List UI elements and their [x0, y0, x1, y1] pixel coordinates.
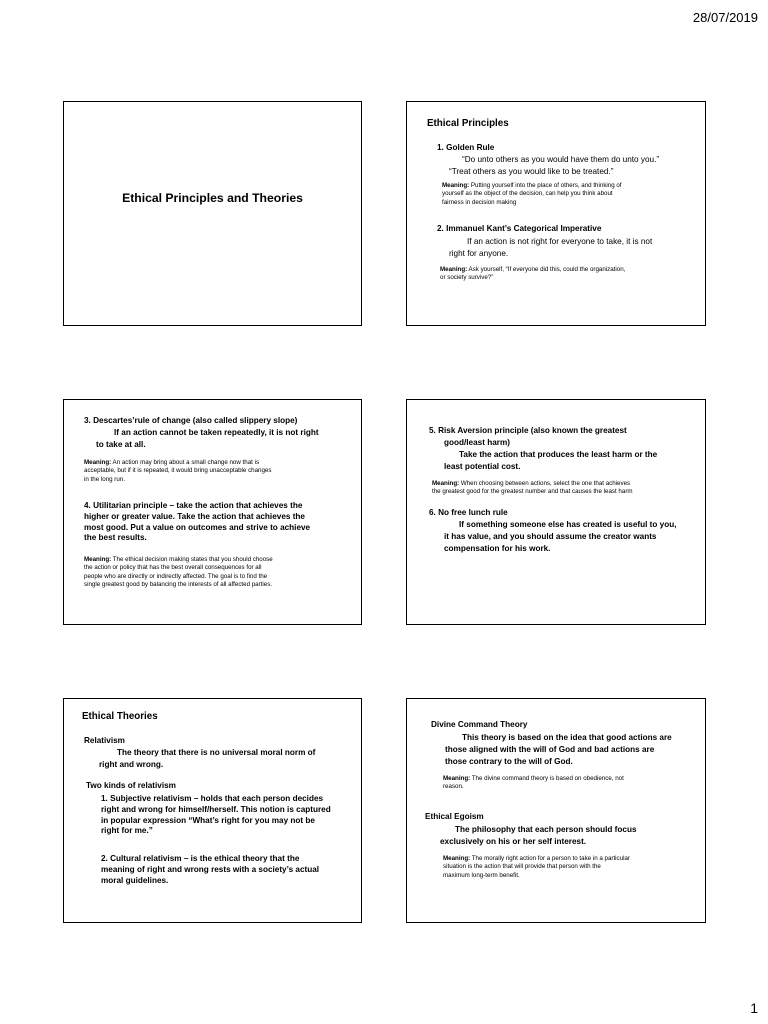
descartes-title: 3. Descartes’rule of change (also called slippery slope) — [84, 416, 298, 425]
relativism-title: Relativism — [84, 736, 125, 745]
relativism-line-2: right and wrong. — [99, 760, 164, 769]
risk-aversion-meaning: Meaning: When choosing between actions, select the one that achieves the greatest good for the greatest number and that causes the least harm — [432, 480, 633, 496]
page-date: 28/07/2019 — [692, 10, 758, 25]
golden-rule-quote-1: “Do unto others as you would have them do unto you.” — [462, 155, 660, 164]
slide-ethical-principles — [406, 101, 706, 326]
risk-aversion-line-3: Take the action that produces the least harm or the — [459, 450, 658, 459]
golden-rule-quote-2: “Treat others as you would like to be treated.” — [449, 167, 614, 176]
kant-meaning: Meaning: Ask yourself, “If everyone did this, could the organization, or society survive?” — [440, 266, 626, 282]
subjective-relativism: 1. Subjective relativism – holds that each person decides right and wrong for himself/herself. This notion is captured in popular expression “What’s right for you may not be right for me.” — [101, 794, 331, 836]
slide-divine-egoism — [406, 698, 706, 923]
slide-principles-3-4 — [63, 399, 362, 625]
utilitarian-meaning: Meaning: The ethical decision making states that you should choose the action or policy that has the best overall consequences for all people who are directly or indirectly affected. The goal is to find the single greatest good by balancing the interests of all affected parties. — [84, 556, 273, 589]
slide-heading: Ethical Principles — [427, 118, 509, 129]
slide-heading: Ethical Theories — [82, 711, 158, 722]
risk-aversion-line-4: least potential cost. — [444, 462, 521, 471]
ethical-egoism-title: Ethical Egoism — [425, 812, 484, 821]
no-free-lunch-line-3: it has value, and you should assume the creator wants — [444, 532, 657, 541]
no-free-lunch-line-4: compensation for his work. — [444, 544, 551, 553]
kant-line-1: If an action is not right for everyone to take, it is not — [467, 237, 653, 246]
kant-line-2: right for anyone. — [449, 249, 509, 258]
page-number: 1 — [750, 1000, 758, 1016]
risk-aversion-title: 5. Risk Aversion principle (also known the greatest — [429, 426, 627, 435]
divine-command-line-1: This theory is based on the idea that good actions are — [462, 733, 672, 742]
golden-rule-meaning: Meaning: Putting yourself into the place of others, and thinking of yourself as the object of the decision, can help you think about fairness in decision making — [442, 182, 622, 206]
ethical-egoism-meaning: Meaning: The morally right action for a person to take in a particular situation is the action that will provide that person with the maximum long-term benefit. — [443, 855, 630, 879]
utilitarian-text: 4. Utilitarian principle – take the action that achieves the higher or greater value. Take the action that achieves the most good. Put a value on outcomes and strive to achieve the best results. — [84, 501, 311, 543]
no-free-lunch-title: 6. No free lunch rule — [429, 508, 508, 517]
risk-aversion-line-2: good/least harm) — [444, 438, 510, 447]
descartes-line-3: to take at all. — [96, 440, 146, 449]
slide-title — [63, 101, 362, 326]
kant-title: 2. Immanuel Kant’s Categorical Imperative — [437, 224, 602, 233]
divine-command-line-2: those aligned with the will of God and bad actions are — [445, 745, 655, 754]
ethical-egoism-line-2: exclusively on his or her self interest. — [440, 837, 587, 846]
divine-command-title: Divine Command Theory — [431, 720, 528, 729]
descartes-meaning: Meaning: An action may bring about a small change now that is acceptable, but if it is repeated, it would bring unacceptable changes in the long run. — [84, 459, 272, 483]
cultural-relativism: 2. Cultural relativism – is the ethical theory that the meaning of right and wrong rests with a society’s actual moral guidelines. — [101, 854, 320, 885]
ethical-egoism-line-1: The philosophy that each person should focus — [455, 825, 637, 834]
descartes-line-2: If an action cannot be taken repeatedly, it is not right — [114, 428, 319, 437]
kinds-title: Two kinds of relativism — [86, 781, 176, 790]
slide-title-text: Ethical Principles and Theories — [122, 191, 303, 205]
divine-command-meaning: Meaning: The divine command theory is based on obedience, not reason. — [443, 775, 624, 791]
divine-command-line-3: those contrary to the will of God. — [445, 757, 573, 766]
no-free-lunch-line-2: If something someone else has created is useful to you, — [459, 520, 677, 529]
slide-ethical-theories — [63, 698, 362, 923]
golden-rule-title: 1. Golden Rule — [437, 143, 495, 152]
slide-principles-5-6 — [406, 399, 706, 625]
relativism-line-1: The theory that there is no universal moral norm of — [117, 748, 316, 757]
